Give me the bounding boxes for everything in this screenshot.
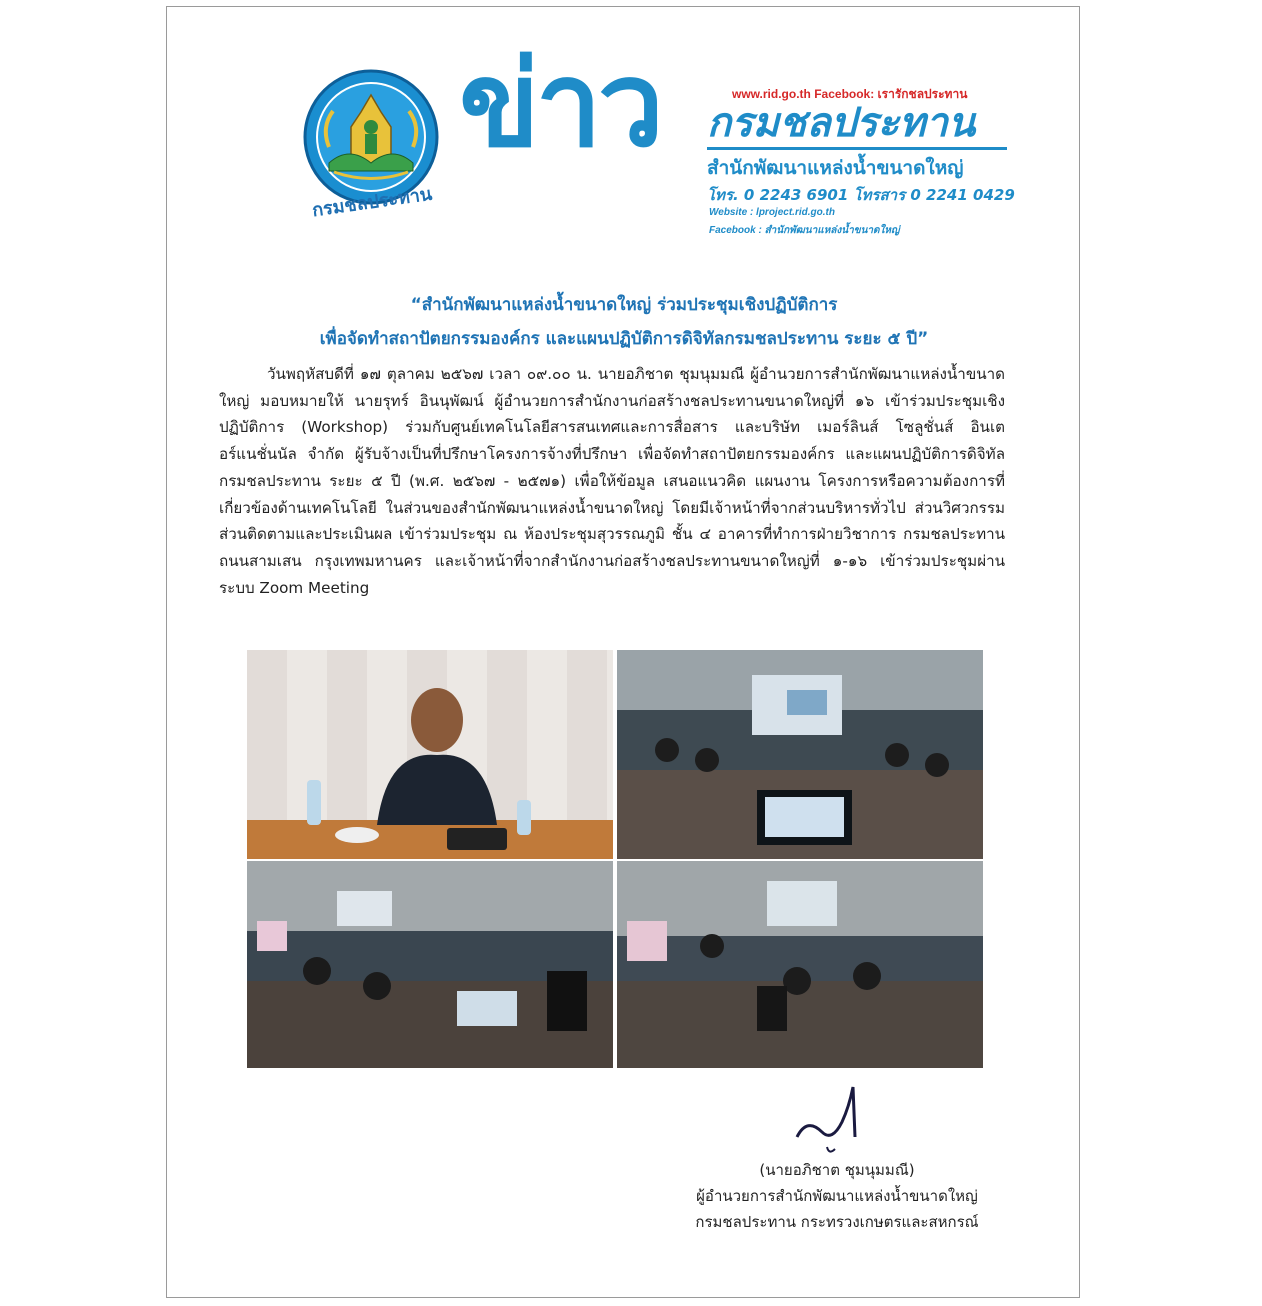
news-page	[166, 6, 1080, 1298]
signer-organization: กรมชลประทาน กระทรวงเกษตรและสหกรณ์	[695, 1213, 979, 1231]
photo-meeting-room-3	[617, 861, 983, 1068]
headline-line-2: เพื่อจัดทำสถาปัตยกรรมองค์กร และแผนปฏิบัติการดิจิทัลกรมชลประทาน ระยะ ๕ ปี”	[319, 329, 929, 349]
office-name: สำนักพัฒนาแหล่งน้ำขนาดใหญ่	[707, 157, 964, 179]
department-name: กรมชลประทาน	[707, 100, 976, 146]
photo-director-meeting	[247, 650, 613, 859]
article-paragraph: วันพฤหัสบดีที่ ๑๗ ตุลาคม ๒๕๖๗ เวลา ๐๙.๐๐ น. นายอภิชาต ชุมนุมมณี ผู้อำนวยการสำนักพัฒนาแหล่งน้ำขนาดใหญ่ มอบหมายให้ นายรุทร์ อินนุพัฒน์ ผู้อำนวยการสำนักงานก่อสร้างชลประทานขนาดใหญ่ที่ ๑๖ เข้าร่วมประชุมเชิงปฏิบัติการ (Workshop) ร่วมกับศูนย์เทคโนโลยีสารสนเทศและการสื่อสาร และบริษัท เมอร์ลินส์ โซลูชั่นส์ อินเตอร์แนชั่นนัล จำกัด ผู้รับจ้างเป็นที่ปรึกษาโครงการจ้างที่ปรึกษา เพื่อจัดทำสถาปัตยกรรมองค์กร และแผนปฏิบัติการดิจิทัลกรมชลประทาน ระยะ ๕ ปี (พ.ศ. ๒๕๖๗ - ๒๕๗๑) เพื่อให้ข้อมูล เสนอแนวคิด แผนงาน โครงการหรือความต้องการที่เกี่ยวข้องด้านเทคโนโลยี ในส่วนของสำนักพัฒนาแหล่งน้ำขนาดใหญ่ โดยมีเจ้าหน้าที่จากส่วนบริหารทั่วไป ส่วนวิศวกรรม ส่วนติดตามและประเมินผล เข้าร่วมประชุม ณ ห้องประชุมสุวรรณภูมิ ชั้น ๔ อาคารที่ทำการฝ่ายวิชาการ กรมชลประทาน ถนนสามเสน กรุงเทพมหานคร และเจ้าหน้าที่จากสำนักงานก่อสร้างชลประทานขนาดใหญ่ที่ ๑-๑๖ เข้าร่วมประชุมผ่านระบบ Zoom Meeting	[219, 365, 1005, 597]
header-divider	[707, 147, 1007, 150]
signature-mark	[787, 1077, 877, 1157]
photo-meeting-room-1	[617, 650, 983, 859]
signature-block	[687, 1157, 987, 1235]
header-links[interactable]: www.rid.go.th Facebook: เรารักชลประทาน	[732, 87, 968, 101]
signer-name: (นายอภิชาต ชุมนุมมณี)	[759, 1161, 915, 1179]
contact-phone: โทร. 0 2243 6901 โทรสาร 0 2241 0429	[707, 186, 1015, 204]
headline-line-1: “สำนักพัฒนาแหล่งน้ำขนาดใหญ่ ร่วมประชุมเชิงปฏิบัติการ	[410, 295, 838, 315]
article-body	[219, 361, 1005, 601]
news-big-title: ข่าว	[459, 35, 661, 173]
photo-meeting-room-2	[247, 861, 613, 1068]
seal-caption: กรมชลประทาน	[310, 183, 434, 222]
website-link[interactable]: Website : lproject.rid.go.th	[709, 207, 835, 218]
signer-position: ผู้อำนวยการสำนักพัฒนาแหล่งน้ำขนาดใหญ่	[696, 1187, 978, 1205]
facebook-link[interactable]: Facebook : สำนักพัฒนาแหล่งน้ำขนาดใหญ่	[709, 225, 900, 236]
